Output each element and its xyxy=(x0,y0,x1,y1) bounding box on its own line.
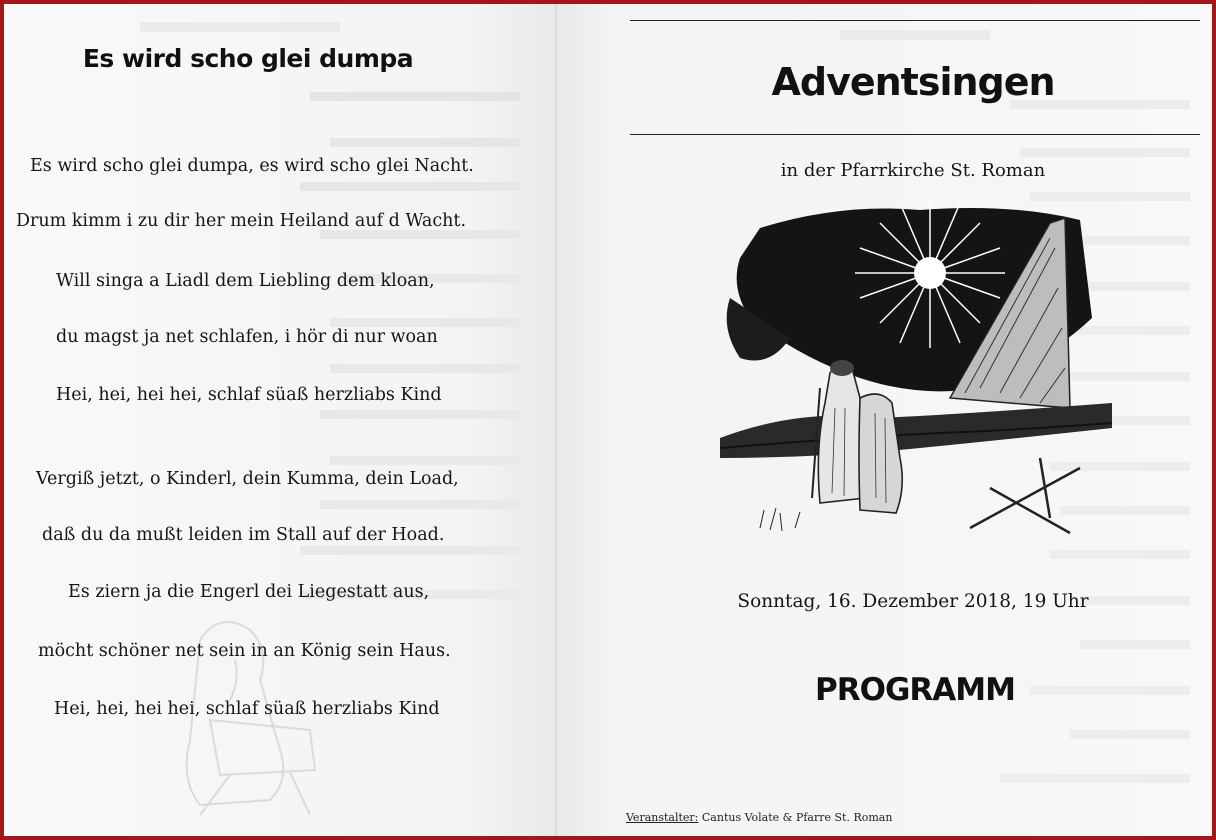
lyric-line: Es ziern ja die Engerl dei Liegestatt aus, xyxy=(68,582,430,602)
song-title: Es wird scho glei dumpa xyxy=(82,44,414,73)
lyric-line: Hei, hei, hei hei, schlaf süaß herzliabs Kind xyxy=(56,385,442,405)
organizer-line xyxy=(626,811,926,824)
star-of-bethlehem-illustration xyxy=(720,198,1112,552)
lyric-line: du magst ja net schlafen, i hör di nur woan xyxy=(56,327,438,347)
lyric-line: Hei, hei, hei hei, schlaf süaß herzliabs Kind xyxy=(54,699,440,719)
main-title: Adventsingen xyxy=(771,60,1055,104)
title-rule xyxy=(630,134,1200,135)
organizer-label: Veranstalter: xyxy=(626,811,699,824)
page-fold xyxy=(555,4,557,836)
subtitle: in der Pfarrkirche St. Roman xyxy=(780,160,1046,181)
lyric-line: Es wird scho glei dumpa, es wird scho glei Nacht. xyxy=(30,156,474,176)
event-date: Sonntag, 16. Dezember 2018, 19 Uhr xyxy=(737,591,1089,612)
program-heading: PROGRAMM xyxy=(815,672,1015,708)
lyric-line: daß du da mußt leiden im Stall auf der Hoad. xyxy=(42,525,445,545)
organizer-value: Cantus Volate & Pfarre St. Roman xyxy=(698,811,893,824)
top-rule xyxy=(630,20,1200,21)
lyric-line: Drum kimm i zu dir her mein Heiland auf d Wacht. xyxy=(16,211,467,231)
lyric-line: Will singa a Liadl dem Liebling dem kloan, xyxy=(56,271,435,291)
lyric-line: möcht schöner net sein in an König sein Haus. xyxy=(38,641,451,661)
lyric-line: Vergiß jetzt, o Kinderl, dein Kumma, dein Load, xyxy=(36,469,459,489)
